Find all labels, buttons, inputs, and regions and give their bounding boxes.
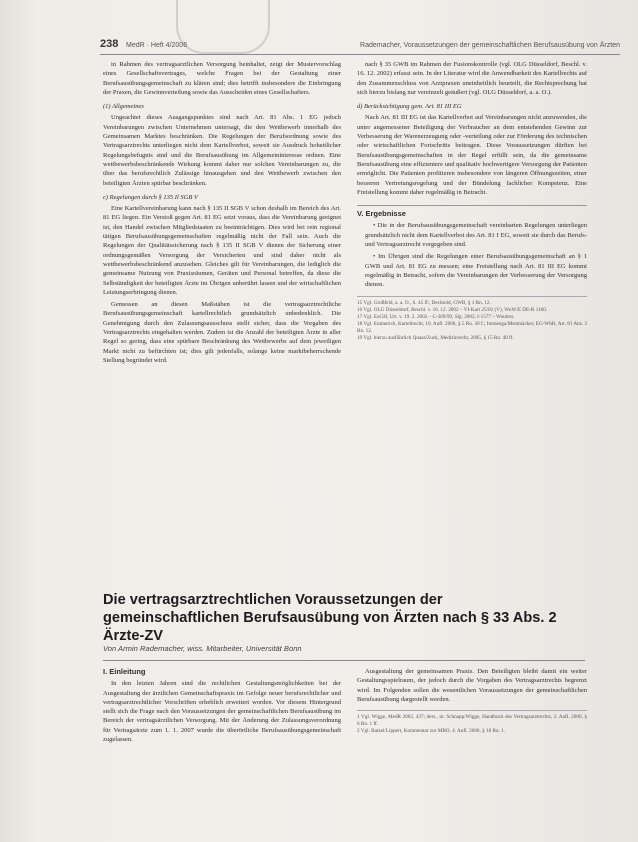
section-heading-ergebnisse: V. Ergebnisse [357, 205, 587, 218]
paragraph: nach § 35 GWB im Rahmen der Fusionskontrolle (vgl. OLG Düsseldorf, Beschl. v. 16. 12. 2002) erfasst sein. In der Literatur wird die Anwendbarkeit des Kartellrechts auf den Zusammenschluss von Arztpraxen uneinheitlich beurteilt, die Rechtsprechung hat sich hierzu bislang nur vereinzelt geäußert (vgl. OLG Düsseldorf, a. a. O.). [357, 61, 587, 96]
running-title: Rademacher, Voraussetzungen der gemeinschaftlichen Berufsausübung von Ärzten [360, 42, 620, 49]
page-header [100, 38, 620, 55]
paragraph: Nach Art. 81 III EG ist das Kartellverbot auf Vereinbarungen nicht anzuwenden, die unter angemessener Beteiligung der Verbraucher an dem entstehenden Gewinn zur Verbesserung der Warenerzeugung oder -verteilung oder zur Förderung des technischen oder wirtschaftlichen Fortschritts beitragen. Diese Voraussetzungen dürften bei Berufsausübungsgemeinschaften in der Regel erfüllt sein, da die gemeinsame Berufsausübung eine effizientere und qualitativ hochwertigere Versorgung der Patienten ermöglicht. Die Patienten profitieren insbesondere von längeren Öffnungszeiten, einer besseren Vertretungsregelung und der Bündelung fachlicher Kompetenz. Eine Freistellung kommt daher regelmäßig in Betracht. [357, 114, 587, 196]
page-number: 238 [100, 38, 119, 50]
left-column [103, 60, 341, 368]
footnotes [357, 710, 587, 735]
result-bullet: • Die in der Berufsausübungsgemeinschaft vereinbarten Regelungen unterliegen grundsätzlich nicht dem Kartellverbot des Art. 81 I EG, soweit sie durch das Berufs- und Vertragsarztrecht vorgegeben sind. [365, 222, 587, 249]
subheading-allgemeines: (1) Allgemeines [103, 103, 144, 111]
footnote: 19 Vgl. hierzu ausführlich Quaas/Zuck, Medizinrecht, 2005, § 15 Rn. 40 ff. [357, 334, 514, 341]
right-column [357, 60, 587, 342]
subheading-regelungen: c) Regelungen durch § 135 Il SGB V [103, 193, 198, 201]
footnote: 17 Vgl. EuGH, Urt. v. 19. 2. 2002 – C-309/99, Slg. 2002, I-1577 – Wouters. [357, 313, 515, 320]
article-title: Die vertragsarztrechtlichen Voraussetzungen der gemeinschaftlichen Berufsausübung von Ärzten nach § 33 Abs. 2 Ärzte-ZV [103, 592, 557, 644]
article-left-column [103, 667, 341, 747]
section-heading-einleitung: I. Einleitung [103, 667, 146, 676]
footnote: 1 Vgl. Wigge, MedR 2002, 437; ders., in: Schnapp/Wigge, Handbuch des Vertragsarztrechts, 2. Aufl. 2006, § 6 Rn. 1 ff. [357, 714, 587, 728]
footnote: 2 Vgl. Ratzel/Lippert, Kommentar zur MBO, 4. Aufl. 2006, § 18 Rn. 1. [357, 728, 506, 735]
article-right-column [357, 667, 587, 735]
intro-paragraph: in Rahmen des vertragsarztlichen Versorgung beinhaltet, zeigt der Mustervorschlag eines Gesellschaftsvertrages, welche Fragen bei der Gestaltung einer Berufsausübungsgemeinschaft zu klären sind; dies betrifft insbesondere die Einbringung der Praxen, die Gewinnverteilung sowie das Ausscheiden eines Gesellschafters. [103, 61, 341, 96]
result-bullet: • Im Übrigen sind die Regelungen einer Berufsausübungsgemeinschaft an § 1 GWB und Art. 81 EG zu messen; eine Freistellung nach Art. 81 III EG kommt regelmäßig in Betracht, sofern die Vereinbarungen der Verbesserung der Versorgung dienen. [365, 253, 587, 289]
subheading-freistellung: d) Berücksichtigung gem. Art. 81 III EG [357, 103, 462, 111]
paragraph: In den letzten Jahren sind die rechtlichen Gestaltungsmöglichkeiten bei der Ausgestaltung der ärztlichen Gemeinschaftspraxis im Gefolge neuer berufsrechtlicher und vertragsarztrechtlicher Vorschriften erheblich erweitert worden. Vor diesem Hintergrund stellt sich die Frage nach den Voraussetzungen der gemeinschaftlichen Berufsausübung im Bereich der vertragsärztlichen Versorgung. Mit der Änderung der Zulassungsverordnung für Vertragsärzte zum 1. 1. 2007 wurde die überörtliche Berufsausübungsgemeinschaft zugelassen. [103, 680, 341, 744]
paragraph: Ungeachtet dieses Ausgangspunktes sind nach Art. 81 Abs. 1 EG jedoch Vereinbarungen zwischen Unternehmen untersagt, die den Wettbewerb innerhalb des Gemeinsamen Marktes beschränken. Die Regelungen der Berufsordnung sowie des Vertragsarztrechts unterliegen nicht dem Kartellverbot, soweit sie Ausdruck hoheitlicher Regelungsbefugnis sind und die Berufsausübung im Allgemeininteresse ordnen. Eine wettbewerbsbeschränkende Wirkung kommt daher nur solchen Vereinbarungen zu, die über das berufsrechtlich Zulässige hinausgehen und den Wettbewerb zwischen den beteiligten Ärzten spürbar beschränken. [103, 114, 341, 187]
paragraph: Eine Kartellvereinbarung kann nach § 135 II SGB V schon deshalb im Bereich des Art. 81 EG liegen. Ein Verstoß gegen Art. 81 EG setzt voraus, dass die Vereinbarung geeignet ist, den Handel zwischen Mitgliedstaaten zu beeinträchtigen. Dies wird bei rein regional tätigen Berufsausübungsgemeinschaften regelmäßig nicht der Fall sein. Auch die Regelungen der Qualitätssicherung nach § 135 II SGB V dienen der Sicherung einer ordnungsgemäßen Versorgung der Versicherten und sind daher nicht als wettbewerbsbeschränkend anzusehen. Gleiches gilt für Vereinbarungen, die lediglich die gemeinsame Nutzung von Praxisräumen, Geräten und Personal betreffen, da diese die Selbständigkeit der beteiligten Ärzte im Übrigen unberührt lassen und der wirtschaftlichen Leistungserbringung dienen. [103, 205, 341, 296]
divider [103, 660, 585, 661]
footnote: 16 Vgl. OLG Düsseldorf, Beschl. v. 16. 12. 2002 – VI-Kart 25/02 (V), WuW/E DE-R 1100. [357, 306, 548, 313]
article-author: Von Armin Rademacher, wiss. Mitarbeiter, Universität Bonn [103, 644, 302, 653]
footnotes [357, 296, 587, 342]
footnote: 18 Vgl. Emmerich, Kartellrecht, 10. Aufl. 2006, § 5 Rn. 30 f.; Immenga/Mestmäcker, EG-WbR, Art. 81 Abs. 3 Rn. 12. [357, 320, 587, 334]
journal-reference: MedR · Heft 4/2006 [126, 42, 188, 49]
footnote: 15 Vgl. Großfeld, a. a. O., S. 45 ff.; Bechtold, GWB, § 1 Rn. 12. [357, 299, 491, 306]
paragraph: Ausgestaltung der gemeinsamen Praxis. Den Beteiligten bleibt damit ein weiter Gestaltungsspielraum, der jedoch durch die Vorgaben des Vertragsarztrechts begrenzt wird. Im Folgenden sollen die wesentlichen Voraussetzungen der gemeinschaftlichen Berufsausübung dargestellt werden. [357, 668, 587, 703]
paragraph: Gemessen an diesen Maßstäben ist die vertragsarztrechtliche Berufsausübungsgemeinschaft kartellrechtlich grundsätzlich unbedenklich. Die Genehmigung durch den Zulassungsausschuss stellt sicher, dass die Vorgaben des Vertragsarztrechts eingehalten werden. Zudem ist die Anzahl der beteiligten Ärzte in aller Regel so gering, dass eine spürbare Beschränkung des Wettbewerbs auf dem jeweiligen Markt nicht zu befürchten ist; dies gilt jedenfalls, solange keine marktbeherrschende Stellung begründet wird. [103, 301, 341, 364]
